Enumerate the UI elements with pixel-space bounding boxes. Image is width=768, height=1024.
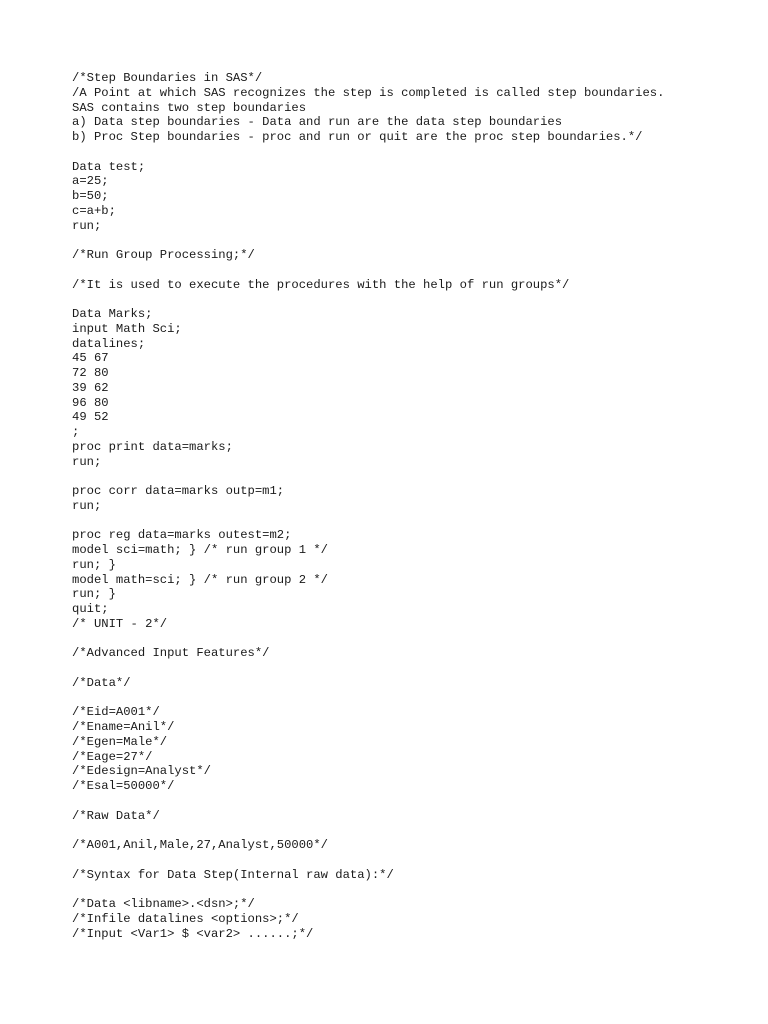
code-line: model math=sci; } /* run group 2 */ bbox=[72, 572, 328, 587]
code-line bbox=[72, 794, 752, 809]
code-line bbox=[72, 233, 752, 248]
code-line: 96 80 bbox=[72, 395, 109, 410]
code-line: /*Run Group Processing;*/ bbox=[72, 248, 255, 262]
code-line: /*Ename=Anil*/ bbox=[72, 720, 175, 734]
code-line: SAS contains two step boundaries bbox=[72, 100, 307, 115]
code-line: run; bbox=[72, 218, 102, 233]
code-line bbox=[72, 514, 752, 529]
code-line: /*Data*/ bbox=[72, 675, 131, 690]
code-line bbox=[72, 292, 752, 307]
code-line bbox=[72, 469, 752, 484]
code-line: /*Egen=Male*/ bbox=[72, 734, 168, 749]
code-line: run; } bbox=[72, 557, 116, 572]
code-line: /*Edesign=Analyst*/ bbox=[72, 764, 211, 779]
code-line: Data Marks; bbox=[72, 307, 153, 321]
code-line: /*Esal=50000*/ bbox=[72, 779, 175, 793]
code-line: c=a+b; bbox=[72, 203, 116, 218]
code-line: /*Advanced Input Features*/ bbox=[72, 646, 270, 661]
code-line: b=50; bbox=[72, 189, 109, 203]
code-line: b) Proc Step boundaries - proc and run or quit are the proc step boundaries.*/ bbox=[72, 130, 643, 144]
code-line: /*It is used to execute the procedures with the help of run groups*/ bbox=[72, 277, 570, 292]
code-line: Data test; bbox=[72, 159, 146, 174]
code-line: 49 52 bbox=[72, 410, 109, 425]
code-line: run; bbox=[72, 498, 102, 513]
code-line: proc print data=marks; bbox=[72, 439, 233, 454]
code-line bbox=[72, 632, 752, 647]
code-line: /* UNIT - 2*/ bbox=[72, 616, 168, 631]
code-line: input Math Sci; bbox=[72, 321, 182, 336]
code-line: a=25; bbox=[72, 174, 109, 189]
code-line: /*Raw Data*/ bbox=[72, 808, 160, 823]
code-line: datalines; bbox=[72, 336, 146, 351]
code-line: proc corr data=marks outp=m1; bbox=[72, 484, 285, 498]
code-line: /*Eage=27*/ bbox=[72, 749, 153, 764]
code-line: /*A001,Anil,Male,27,Analyst,50000*/ bbox=[72, 838, 328, 852]
code-listing bbox=[72, 71, 752, 941]
code-line bbox=[72, 691, 752, 706]
code-line bbox=[72, 661, 752, 676]
code-line: quit; bbox=[72, 602, 109, 616]
code-line bbox=[72, 263, 752, 278]
code-line: /*Data <libname>.<dsn>;*/ bbox=[72, 897, 255, 911]
code-line: 45 67 bbox=[72, 351, 109, 366]
code-line: /*Syntax for Data Step(Internal raw data):*/ bbox=[72, 867, 394, 882]
code-line: ; bbox=[72, 425, 80, 439]
code-line: run; bbox=[72, 454, 102, 469]
code-line: /*Input <Var1> $ <var2> ......;*/ bbox=[72, 926, 314, 941]
code-line: /A Point at which SAS recognizes the step is completed is called step boundaries. bbox=[72, 85, 665, 100]
code-line: proc reg data=marks outest=m2; bbox=[72, 528, 292, 543]
code-line: 72 80 bbox=[72, 366, 109, 380]
code-line: run; } bbox=[72, 587, 116, 602]
code-line bbox=[72, 145, 752, 160]
code-line: /*Eid=A001*/ bbox=[72, 705, 160, 720]
code-line bbox=[72, 882, 752, 897]
code-line bbox=[72, 853, 752, 868]
code-line: model sci=math; } /* run group 1 */ bbox=[72, 543, 328, 557]
code-line: a) Data step boundaries - Data and run are the data step boundaries bbox=[72, 115, 563, 130]
code-line: 39 62 bbox=[72, 380, 109, 395]
code-line: /*Step Boundaries in SAS*/ bbox=[72, 71, 263, 85]
code-line bbox=[72, 823, 752, 838]
code-line: /*Infile datalines <options>;*/ bbox=[72, 911, 299, 926]
